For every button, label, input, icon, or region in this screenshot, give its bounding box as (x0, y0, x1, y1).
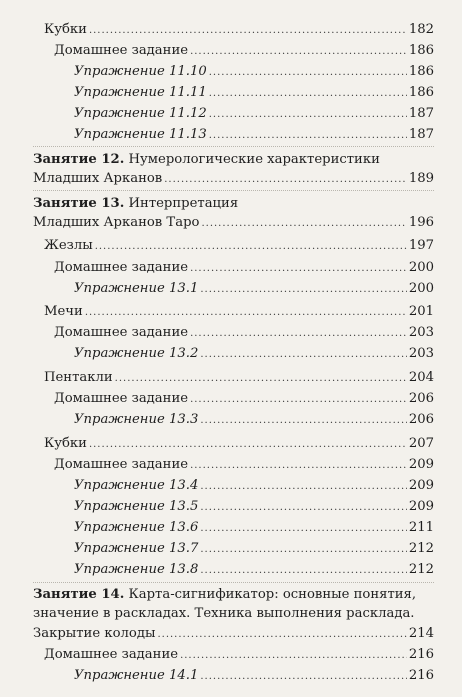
lesson-title-line: Интерпретация (128, 196, 239, 211)
toc-entry-title: Домашнее задание (54, 325, 189, 340)
toc-entry-page: 187 (408, 127, 434, 142)
dot-leader (200, 479, 406, 495)
toc-entry-title: Закрытие колоды (33, 626, 156, 641)
section-divider (33, 582, 434, 583)
toc-entry-title: Младших Арканов (33, 171, 163, 186)
dot-leader (200, 542, 406, 558)
dot-leader (115, 371, 407, 387)
toc-entry-title: Упражнение 11.12 (74, 106, 207, 121)
dot-leader (190, 458, 407, 474)
section-divider (33, 146, 434, 147)
toc-entry-page: 206 (408, 412, 434, 427)
toc-entry (74, 541, 434, 558)
dot-leader (200, 413, 406, 429)
toc-entry-page: 189 (408, 171, 434, 186)
toc-entry-page: 212 (408, 562, 434, 577)
toc-entry-title: Упражнение 11.11 (74, 85, 207, 100)
toc-entry-title: Мечи (44, 304, 83, 319)
dot-leader (89, 437, 407, 453)
toc-entry (74, 412, 434, 429)
toc-entry-title: Упражнение 11.10 (74, 64, 207, 79)
toc-entry (44, 22, 434, 39)
lesson-label: Занятие 12. (33, 152, 125, 167)
toc-entry-title: Младших Арканов Таро (33, 215, 200, 230)
toc-entry (74, 668, 434, 685)
toc-entry-page: 216 (408, 668, 434, 683)
dot-leader (190, 261, 407, 277)
section-divider (33, 190, 434, 191)
toc-entry-title: Домашнее задание (54, 43, 189, 58)
toc-entry (33, 171, 434, 188)
toc-entry-page: 207 (408, 436, 434, 451)
toc-entry-title: Упражнение 13.5 (74, 499, 199, 514)
dot-leader (85, 305, 407, 321)
lesson-12-heading (33, 152, 434, 168)
toc-entry (74, 346, 434, 363)
toc-entry-title: Упражнение 13.4 (74, 478, 199, 493)
toc-entry (44, 436, 434, 453)
dot-leader (209, 86, 407, 102)
toc-entry (54, 43, 434, 60)
toc-entry-page: 209 (408, 478, 434, 493)
toc-entry (44, 647, 434, 664)
toc-entry-title: Упражнение 11.13 (74, 127, 207, 142)
toc-entry (54, 260, 434, 277)
dot-leader (200, 563, 406, 579)
toc-entry (33, 626, 434, 643)
toc-entry-title: Домашнее задание (54, 391, 189, 406)
dot-leader (95, 239, 407, 255)
toc-entry (54, 325, 434, 342)
toc-entry-page: 214 (408, 626, 434, 641)
toc-entry-title: Кубки (44, 22, 87, 37)
toc-entry (74, 64, 434, 81)
toc-entry-page: 187 (408, 106, 434, 121)
toc-entry-title: Домашнее задание (54, 457, 189, 472)
toc-entry (54, 457, 434, 474)
toc-entry-page: 201 (408, 304, 434, 319)
lesson-label: Занятие 14. (33, 587, 125, 602)
toc-entry (74, 127, 434, 144)
toc-entry (74, 106, 434, 123)
dot-leader (200, 347, 406, 363)
toc-entry-page: 212 (408, 541, 434, 556)
dot-leader (190, 392, 407, 408)
toc-entry-title: Упражнение 13.3 (74, 412, 199, 427)
dot-leader (180, 648, 407, 664)
toc-entry (74, 499, 434, 516)
dot-leader (190, 326, 407, 342)
toc-entry (74, 562, 434, 579)
dot-leader (200, 500, 406, 516)
toc-entry-page: 209 (408, 499, 434, 514)
toc-entry-title: Упражнение 14.1 (74, 668, 199, 683)
toc-entry-title: Домашнее задание (54, 260, 189, 275)
toc-entry-title: Жезлы (44, 238, 93, 253)
toc-entry (74, 520, 434, 537)
dot-leader (89, 23, 407, 39)
toc-entry-page: 216 (408, 647, 434, 662)
dot-leader (200, 282, 406, 298)
dot-leader (157, 627, 406, 643)
toc-entry-title: Упражнение 13.2 (74, 346, 199, 361)
lesson-title-line: значение в раскладах. Техника выполнения расклада. (33, 606, 415, 621)
toc-entry (44, 238, 434, 255)
dot-leader (200, 521, 406, 537)
toc-entry-title: Упражнение 13.8 (74, 562, 199, 577)
toc-entry (74, 478, 434, 495)
toc-entry (54, 391, 434, 408)
toc-entry-page: 182 (408, 22, 434, 37)
toc-entry-page: 204 (408, 370, 434, 385)
dot-leader (209, 128, 407, 144)
toc-entry (33, 215, 434, 232)
dot-leader (201, 216, 406, 232)
toc-entry-title: Упражнение 13.1 (74, 281, 199, 296)
dot-leader (209, 107, 407, 123)
toc-entry-title: Упражнение 13.7 (74, 541, 199, 556)
toc-entry-page: 200 (408, 260, 434, 275)
toc-entry-page: 206 (408, 391, 434, 406)
toc-entry-title: Пентакли (44, 370, 113, 385)
toc-entry (74, 85, 434, 102)
toc-entry (44, 304, 434, 321)
toc-entry-page: 186 (408, 85, 434, 100)
dot-leader (164, 172, 407, 188)
dot-leader (209, 65, 407, 81)
toc-entry-page: 211 (408, 520, 434, 535)
toc-entry-page: 186 (408, 43, 434, 58)
toc-entry (74, 281, 434, 298)
lesson-14-heading (33, 587, 434, 603)
dot-leader (190, 44, 407, 60)
toc-entry-page: 197 (408, 238, 434, 253)
lesson-13-heading (33, 196, 434, 212)
lesson-label: Занятие 13. (33, 196, 125, 211)
toc-entry-page: 203 (408, 346, 434, 361)
toc-entry-title: Кубки (44, 436, 87, 451)
toc-entry-title: Домашнее задание (44, 647, 179, 662)
toc-entry-page: 186 (408, 64, 434, 79)
toc-entry (44, 370, 434, 387)
toc-entry-page: 200 (408, 281, 434, 296)
lesson-title-line: Карта-сигнификатор: основные понятия, (128, 587, 417, 602)
toc-entry-page: 196 (408, 215, 434, 230)
dot-leader (200, 669, 406, 685)
toc-entry-page: 209 (408, 457, 434, 472)
toc-entry-page: 203 (408, 325, 434, 340)
lesson-title-line: Нумерологические характеристики (128, 152, 380, 167)
toc-entry-title: Упражнение 13.6 (74, 520, 199, 535)
